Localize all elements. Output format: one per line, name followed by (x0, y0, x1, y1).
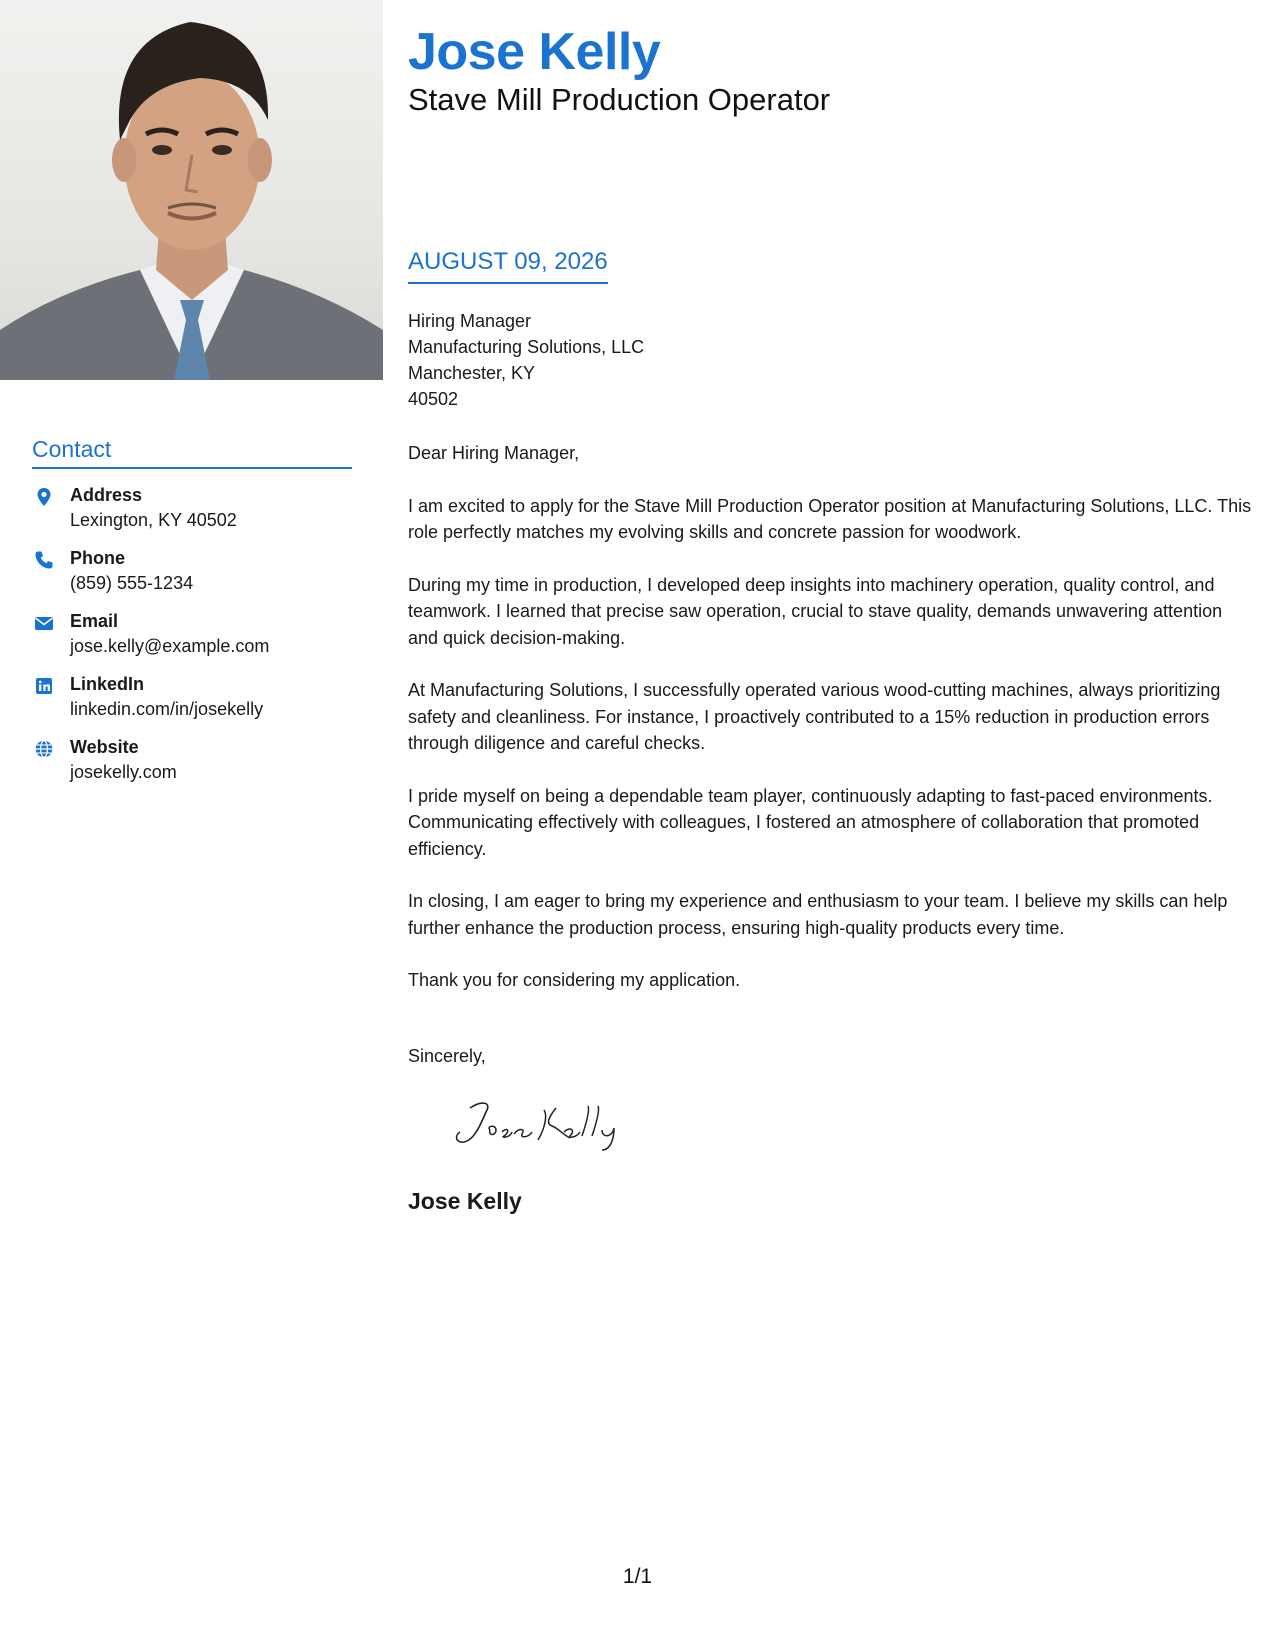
contact-item-phone (32, 546, 352, 609)
applicant-name: Jose Kelly (408, 23, 661, 81)
contact-label: LinkedIn (70, 674, 145, 694)
contact-value: jose.kelly@example.com (70, 636, 270, 656)
map-pin-icon (34, 487, 54, 507)
profile-photo (0, 0, 383, 380)
recipient-line: Hiring Manager (408, 311, 532, 331)
sidebar (32, 436, 352, 798)
contact-value: linkedin.com/in/josekelly (70, 699, 264, 719)
handwritten-signature (452, 1096, 632, 1152)
letter-date: AUGUST 09, 2026 (408, 248, 608, 284)
page-number: 1/1 (622, 1565, 653, 1588)
contact-label: Website (70, 737, 139, 757)
portrait-illustration (0, 0, 383, 380)
contact-label: Address (70, 485, 143, 505)
globe-icon (34, 739, 54, 759)
letter-body (408, 440, 1253, 1020)
closing: Sincerely, (408, 1046, 486, 1066)
contact-item-linkedin (32, 672, 352, 735)
contact-value: Lexington, KY 40502 (70, 510, 237, 530)
job-title: Stave Mill Production Operator (408, 82, 831, 117)
letter-paragraph: During my time in production, I developed deep insights into machinery operation, quality control, and teamwork. I learned that precise saw operation, crucial to stave quality, demands unwavering attention and quick decision-making. (408, 574, 1223, 648)
contact-list (32, 483, 352, 798)
contact-item-address (32, 483, 352, 546)
recipient-line: Manufacturing Solutions, LLC (408, 337, 645, 357)
signed-name: Jose Kelly (408, 1188, 522, 1214)
letter-paragraph: At Manufacturing Solutions, I successfully operated various wood-cutting machines, always prioritizing safety and cleanliness. For instance, I proactively contributed to a 15% reduction in production errors through diligence and careful checks. (408, 680, 1221, 753)
phone-icon (34, 550, 54, 570)
contact-value: (859) 555-1234 (70, 573, 194, 593)
letter-paragraph: I am excited to apply for the Stave Mill Production Operator position at Manufacturing Solutions, LLC. This role perfectly matches my evolving skills and concrete passion for woodwork. (408, 495, 1252, 542)
contact-value: josekelly.com (70, 762, 177, 782)
letter-paragraph: I pride myself on being a dependable team player, continuously adapting to fast-paced environments. Communicating effectively with colleagues, I fostered an atmosphere of collaboration that promoted efficiency. (408, 785, 1213, 859)
recipient-line: Manchester, KY (408, 363, 536, 383)
contact-heading: Contact (32, 436, 352, 469)
recipient-line: 40502 (408, 389, 459, 409)
contact-item-email (32, 609, 352, 672)
salutation: Dear Hiring Manager, (408, 443, 580, 463)
recipient-block (408, 308, 644, 412)
contact-label: Phone (70, 548, 126, 568)
letter-paragraph: Thank you for considering my application. (408, 970, 741, 990)
linkedin-icon (34, 676, 54, 696)
contact-item-website (32, 735, 352, 798)
letter-paragraph: In closing, I am eager to bring my experience and enthusiasm to your team. I believe my skills can help further enhance the production process, ensuring high-quality products every time. (408, 891, 1228, 938)
envelope-icon (34, 613, 54, 633)
contact-label: Email (70, 611, 119, 631)
